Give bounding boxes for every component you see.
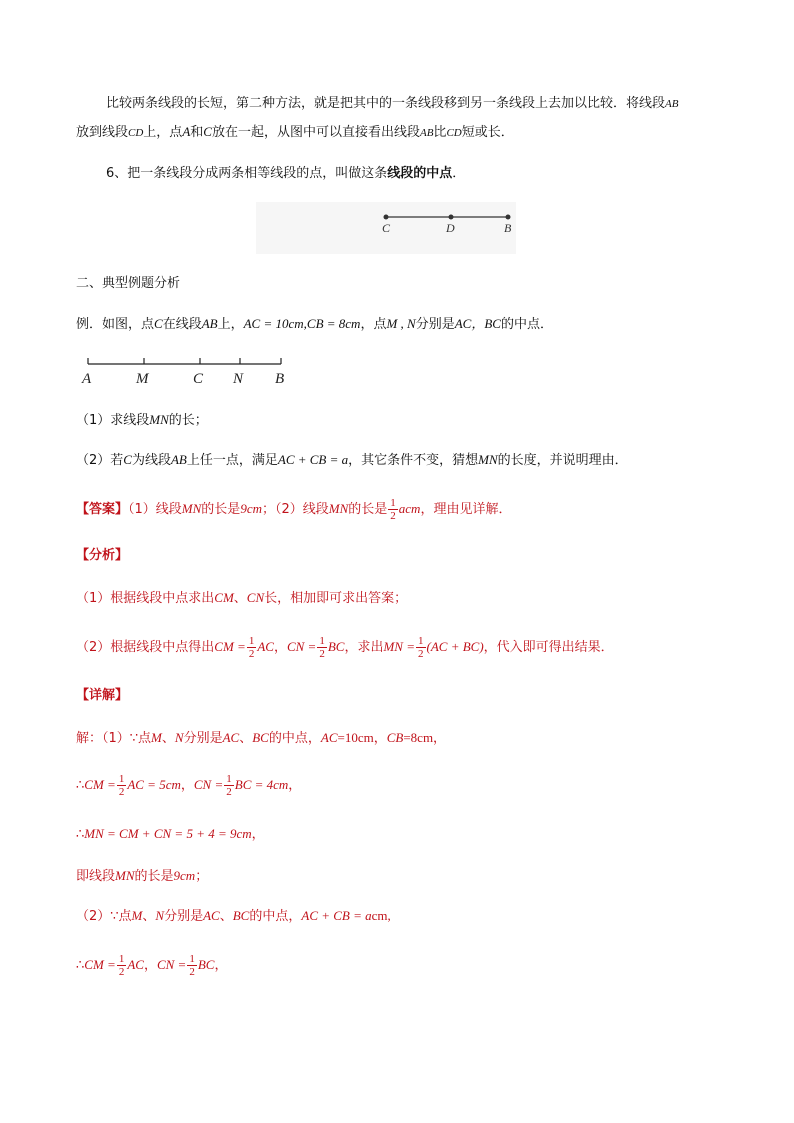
value: =8cm，: [403, 730, 447, 745]
text: 例．如图，点: [76, 317, 155, 332]
text: 的长是: [201, 502, 241, 517]
text: 分别是: [183, 731, 223, 746]
text: （2）∵点: [76, 909, 132, 924]
analysis-tag: 【分析】: [76, 548, 129, 563]
text: 比: [433, 125, 447, 140]
text: （1）求线段: [76, 413, 150, 428]
text: 分别是: [164, 909, 204, 924]
segment-label: AC: [222, 730, 240, 745]
segment-label: AB: [170, 452, 187, 467]
fraction-half: $\frac{1}{2}$: [248, 635, 255, 660]
segment-label: AB: [419, 127, 434, 139]
formula: AC + CB = a: [301, 908, 372, 923]
text: ，: [180, 778, 194, 793]
segment-label: MN: [181, 501, 202, 516]
segment-label: AC: [320, 730, 338, 745]
formula: CN =: [286, 639, 317, 654]
unit: cm,: [371, 908, 391, 923]
segment-label: CM: [214, 590, 234, 605]
text: 解：（1）∵点: [76, 731, 152, 746]
term-midpoint: 线段的中点: [387, 166, 453, 181]
text: ；: [195, 869, 209, 884]
point-label: N: [174, 730, 184, 745]
formula: BC = 4cm: [234, 777, 289, 792]
segment-label: MN: [115, 868, 135, 883]
segment-label: CD: [446, 127, 462, 139]
text: 比较两条线段的长短，第二种方法，就是把其中的一条线段移到另一条线段上去加以比较．将线段: [106, 96, 666, 111]
text: （1）线段: [128, 502, 182, 517]
text: ，: [143, 958, 157, 973]
analysis-step-1: [76, 588, 407, 609]
segment-figure-cdb: [256, 202, 516, 254]
text: 、: [161, 731, 175, 746]
text: ，点: [360, 317, 387, 332]
formula: CM =: [214, 639, 246, 654]
formula: CN =: [193, 777, 224, 792]
value: =10cm，: [337, 730, 387, 745]
therefore-symbol: ∴: [76, 958, 85, 973]
text: 为线段: [131, 453, 171, 468]
formula: MN =: [383, 639, 415, 654]
fraction-half: $\frac{1}{2}$: [189, 953, 195, 978]
question-1: [76, 410, 208, 431]
text: 即线段: [76, 869, 116, 884]
answer-tag: 【答案】: [76, 502, 129, 517]
text: ，: [251, 827, 265, 842]
point-label-m: M: [136, 371, 149, 387]
text: 、: [142, 909, 156, 924]
segment-label: MN: [328, 501, 349, 516]
segment-label: AC: [203, 908, 220, 923]
fraction-half: $\frac{1}{2}$: [226, 773, 232, 798]
paragraph-compare-method: [106, 94, 678, 114]
point-label-a: A: [82, 371, 92, 387]
solution-line-3: [76, 824, 265, 845]
paragraph-compare-method-cont: [76, 122, 514, 143]
text: 的长是: [348, 502, 388, 517]
text: 上任一点，满足: [186, 453, 278, 468]
formula: AC: [257, 639, 274, 654]
fraction-half: $\frac{1}{2}$: [118, 773, 125, 798]
text: 6、把一条线段分成两条相等线段的点，叫做这条: [106, 166, 388, 181]
text: ，: [214, 958, 228, 973]
point-label-b: B: [275, 371, 285, 387]
section-heading: 二、典型例题分析: [76, 276, 181, 291]
formula: AC + CB = a: [277, 452, 349, 467]
text: 上，点: [143, 125, 183, 140]
formula: (AC + BC): [426, 639, 484, 654]
formula: MN = CM + CN = 5 + 4 = 9cm: [84, 826, 252, 841]
solution-line-1: [76, 728, 446, 749]
text: ．: [452, 166, 466, 181]
segment-label: CB: [386, 730, 404, 745]
formula: CM =: [84, 957, 116, 972]
point-label-c: C: [193, 371, 204, 387]
example-statement: [76, 314, 553, 335]
point-label-c: C: [382, 221, 391, 235]
text: （2）若: [76, 453, 124, 468]
fraction-half: $\frac{1}{2}$: [390, 497, 396, 522]
question-2: [76, 450, 628, 471]
segment-label: MN: [149, 412, 169, 427]
point-label: N: [155, 908, 165, 923]
segment-label: BC: [232, 908, 250, 923]
solution-line-6: [76, 950, 227, 981]
text: 的长；: [168, 413, 208, 428]
segment-label: CN: [246, 590, 265, 605]
segment-label: BC: [252, 730, 269, 745]
segment-figure-amcnb: [76, 354, 296, 394]
value: 9cm: [240, 501, 262, 516]
text: 的中点，: [268, 731, 321, 746]
point-labels: M , N: [386, 316, 416, 331]
formula: AC = 10cm,CB = 8cm: [243, 316, 361, 331]
point-label: M: [151, 730, 162, 745]
text: ，其它条件不变，猜想: [348, 453, 479, 468]
formula: BC: [327, 639, 345, 654]
formula: CM =: [84, 777, 116, 792]
value: 9cm: [173, 868, 196, 883]
text: ，理由见详解．: [420, 502, 512, 517]
text: 长，相加即可求出答案；: [264, 591, 408, 606]
text: 在线段: [162, 317, 202, 332]
paragraph-midpoint-definition: [106, 164, 465, 184]
segment-label: MN: [478, 452, 498, 467]
solution-line-4: [76, 866, 208, 887]
text: 的中点．: [500, 317, 553, 332]
point-label: A: [182, 124, 191, 139]
text: （1）根据线段中点求出: [76, 591, 215, 606]
text: 的中点，: [249, 909, 302, 924]
text: 放到线段: [76, 125, 129, 140]
point-label: C: [203, 124, 212, 139]
text: 分别是: [415, 317, 455, 332]
segment-labels: AC，BC: [454, 316, 501, 331]
point-label-d: D: [446, 221, 455, 235]
point-label-n: N: [233, 371, 244, 387]
fraction-half: $\frac{1}{2}$: [418, 635, 424, 660]
text: ，代入即可得出结果．: [483, 640, 614, 655]
analysis-step-2: [76, 632, 614, 663]
text: （2）根据线段中点得出: [76, 640, 215, 655]
text: ，: [273, 640, 287, 655]
formula: BC: [197, 957, 215, 972]
fraction-half: $\frac{1}{2}$: [319, 635, 325, 660]
therefore-symbol: ∴: [76, 778, 85, 793]
detail-tag: 【详解】: [76, 688, 129, 703]
fraction-half: $\frac{1}{2}$: [118, 953, 125, 978]
text: 的长度，并说明理由．: [497, 453, 628, 468]
text: 、: [239, 731, 253, 746]
text: 放在一起，从图中可以直接看出线段: [211, 125, 420, 140]
therefore-symbol: ∴: [76, 827, 85, 842]
point-label: M: [131, 908, 143, 923]
segment-label: AB: [665, 98, 679, 110]
text: ，求出: [344, 640, 384, 655]
text: 和: [190, 125, 204, 140]
segment-label: CD: [128, 127, 144, 139]
point-label: C: [123, 452, 132, 467]
value: acm: [398, 501, 421, 516]
point-label: C: [154, 316, 163, 331]
formula: CN =: [156, 957, 187, 972]
text: 、: [219, 909, 233, 924]
formula: AC: [127, 957, 144, 972]
formula: AC = 5cm: [127, 777, 181, 792]
solution-line-5: [76, 906, 391, 927]
text: ；（2）线段: [261, 502, 329, 517]
point-label-b: B: [504, 221, 512, 235]
answer-line: [76, 494, 511, 525]
solution-line-2: [76, 770, 301, 801]
text: 短或长．: [461, 125, 514, 140]
text: 上，: [217, 317, 244, 332]
text: 、: [233, 591, 247, 606]
text: 的长是: [134, 869, 174, 884]
text: ，: [288, 778, 302, 793]
segment-label: AB: [201, 316, 218, 331]
